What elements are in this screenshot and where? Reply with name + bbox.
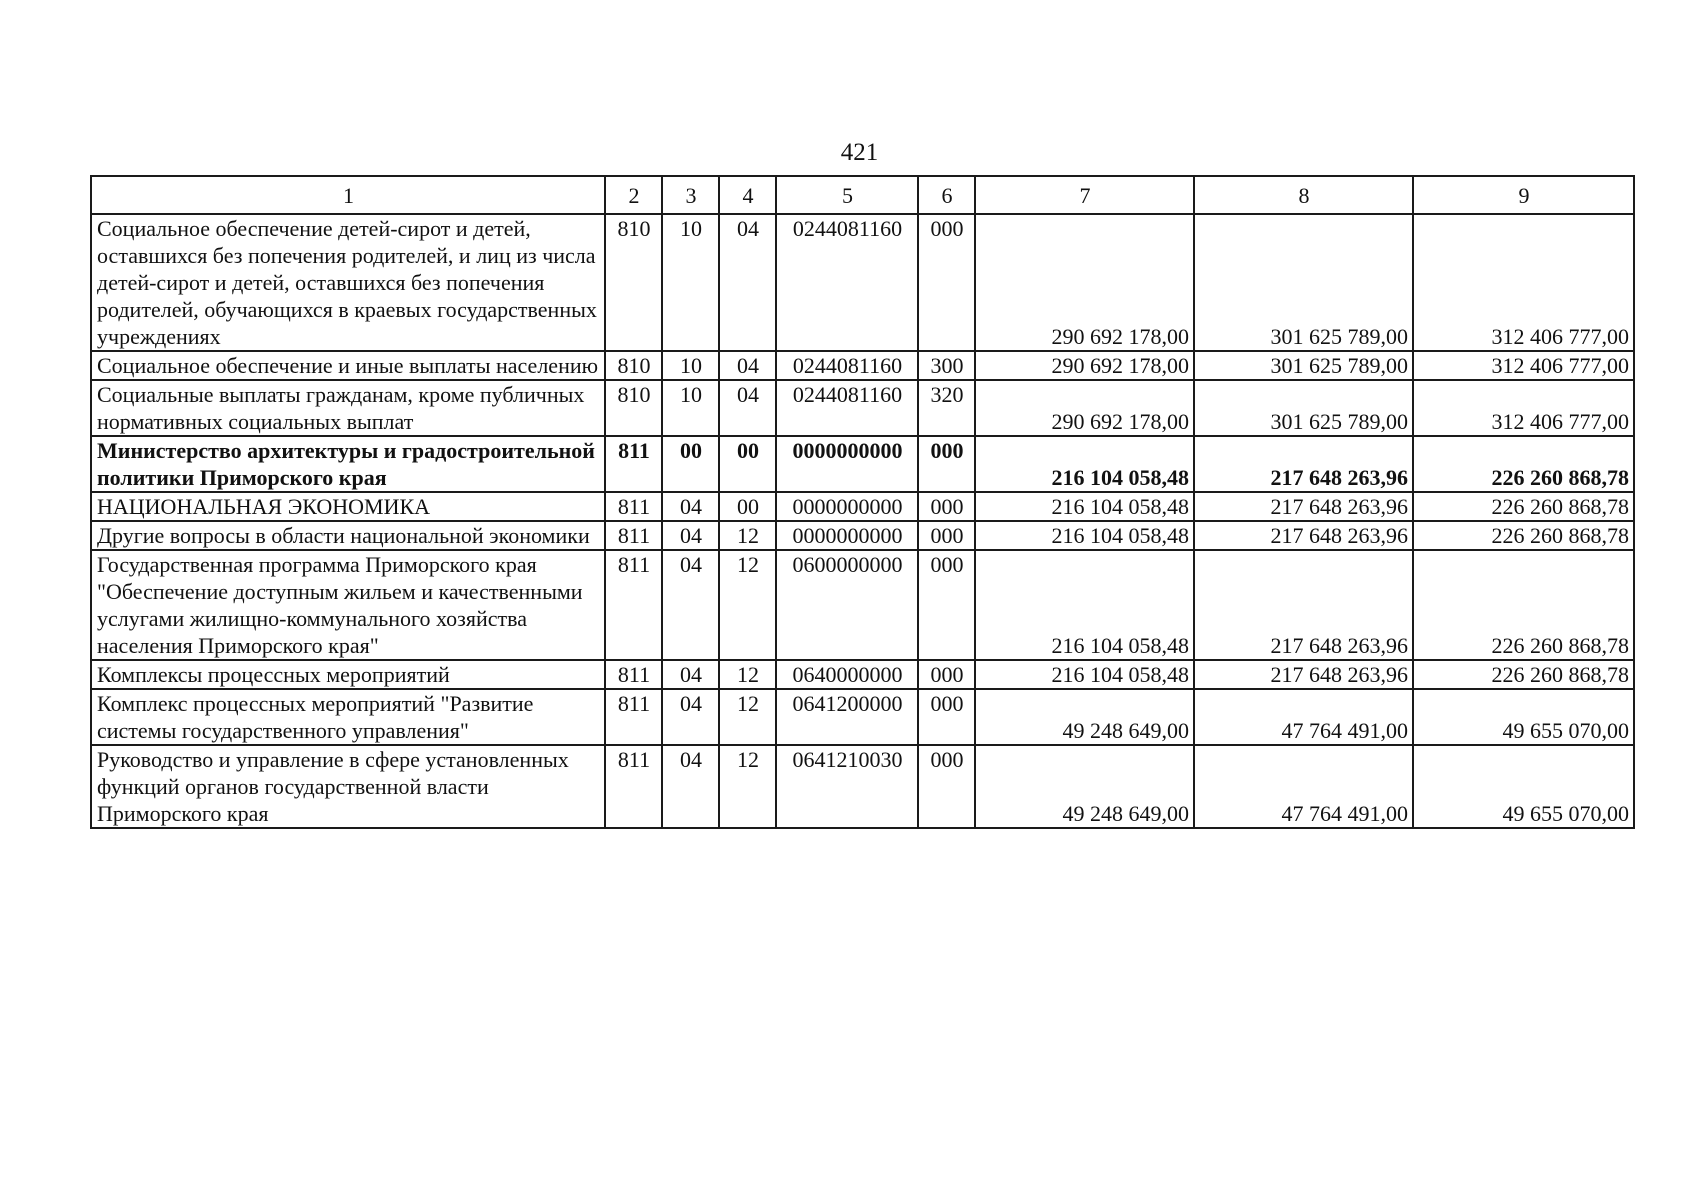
section-cell: 04 <box>662 550 719 660</box>
code-cell: 811 <box>605 660 662 689</box>
amount-cell: 290 692 178,00 <box>975 351 1194 380</box>
section-cell: 10 <box>662 351 719 380</box>
amount-cell: 312 406 777,00 <box>1413 214 1634 351</box>
target-article-cell: 0000000000 <box>776 492 918 521</box>
table-row <box>91 492 1634 521</box>
target-article-cell: 0600000000 <box>776 550 918 660</box>
target-article-cell: 0000000000 <box>776 521 918 550</box>
section-cell: 04 <box>662 521 719 550</box>
amount-cell: 301 625 789,00 <box>1194 351 1413 380</box>
section-cell: 00 <box>662 436 719 492</box>
amount-cell: 226 260 868,78 <box>1413 492 1634 521</box>
section-cell: 04 <box>662 492 719 521</box>
row-name-cell: Социальные выплаты гражданам, кроме публичных нормативных социальных выплат <box>91 380 605 436</box>
section-cell: 10 <box>662 214 719 351</box>
expense-type-cell: 000 <box>918 550 975 660</box>
amount-cell: 216 104 058,48 <box>975 492 1194 521</box>
table-row <box>91 214 1634 351</box>
amount-cell: 49 248 649,00 <box>975 689 1194 745</box>
expense-type-cell: 300 <box>918 351 975 380</box>
row-name-cell: Социальное обеспечение и иные выплаты населению <box>91 351 605 380</box>
budget-table <box>90 175 1635 829</box>
amount-cell: 49 248 649,00 <box>975 745 1194 828</box>
expense-type-cell: 320 <box>918 380 975 436</box>
amount-cell: 226 260 868,78 <box>1413 660 1634 689</box>
subsection-cell: 12 <box>719 689 776 745</box>
amount-cell: 226 260 868,78 <box>1413 436 1634 492</box>
column-header: 2 <box>605 176 662 214</box>
row-name-cell: НАЦИОНАЛЬНАЯ ЭКОНОМИКА <box>91 492 605 521</box>
code-cell: 810 <box>605 214 662 351</box>
code-cell: 811 <box>605 521 662 550</box>
table-header-row <box>91 176 1634 214</box>
amount-cell: 290 692 178,00 <box>975 214 1194 351</box>
subsection-cell: 00 <box>719 436 776 492</box>
section-cell: 10 <box>662 380 719 436</box>
subsection-cell: 12 <box>719 521 776 550</box>
section-cell: 04 <box>662 689 719 745</box>
table-row <box>91 521 1634 550</box>
row-name-cell: Комплекс процессных мероприятий "Развитие системы государственного управления" <box>91 689 605 745</box>
amount-cell: 290 692 178,00 <box>975 380 1194 436</box>
expense-type-cell: 000 <box>918 521 975 550</box>
target-article-cell: 0641210030 <box>776 745 918 828</box>
target-article-cell: 0641200000 <box>776 689 918 745</box>
table-body <box>91 214 1634 828</box>
amount-cell: 226 260 868,78 <box>1413 550 1634 660</box>
amount-cell: 217 648 263,96 <box>1194 521 1413 550</box>
table-row <box>91 436 1634 492</box>
section-cell: 04 <box>662 745 719 828</box>
row-name-cell: Другие вопросы в области национальной экономики <box>91 521 605 550</box>
amount-cell: 47 764 491,00 <box>1194 689 1413 745</box>
amount-cell: 301 625 789,00 <box>1194 380 1413 436</box>
column-header: 5 <box>776 176 918 214</box>
amount-cell: 217 648 263,96 <box>1194 660 1413 689</box>
column-header: 3 <box>662 176 719 214</box>
code-cell: 810 <box>605 351 662 380</box>
amount-cell: 217 648 263,96 <box>1194 436 1413 492</box>
code-cell: 811 <box>605 492 662 521</box>
subsection-cell: 04 <box>719 380 776 436</box>
amount-cell: 217 648 263,96 <box>1194 550 1413 660</box>
amount-cell: 47 764 491,00 <box>1194 745 1413 828</box>
row-name-cell: Комплексы процессных мероприятий <box>91 660 605 689</box>
column-header: 8 <box>1194 176 1413 214</box>
row-name-cell: Министерство архитектуры и градостроительной политики Приморского края <box>91 436 605 492</box>
amount-cell: 301 625 789,00 <box>1194 214 1413 351</box>
subsection-cell: 12 <box>719 550 776 660</box>
subsection-cell: 00 <box>719 492 776 521</box>
expense-type-cell: 000 <box>918 214 975 351</box>
subsection-cell: 04 <box>719 214 776 351</box>
row-name-cell: Государственная программа Приморского края "Обеспечение доступным жильем и качественными услугами жилищно-коммунального хозяйства населения Приморского края" <box>91 550 605 660</box>
amount-cell: 49 655 070,00 <box>1413 745 1634 828</box>
expense-type-cell: 000 <box>918 436 975 492</box>
table-row <box>91 550 1634 660</box>
amount-cell: 216 104 058,48 <box>975 436 1194 492</box>
column-header: 1 <box>91 176 605 214</box>
table-row <box>91 660 1634 689</box>
code-cell: 811 <box>605 436 662 492</box>
code-cell: 811 <box>605 745 662 828</box>
expense-type-cell: 000 <box>918 689 975 745</box>
code-cell: 811 <box>605 689 662 745</box>
column-header: 7 <box>975 176 1194 214</box>
expense-type-cell: 000 <box>918 745 975 828</box>
column-header: 6 <box>918 176 975 214</box>
target-article-cell: 0640000000 <box>776 660 918 689</box>
amount-cell: 312 406 777,00 <box>1413 380 1634 436</box>
expense-type-cell: 000 <box>918 492 975 521</box>
code-cell: 811 <box>605 550 662 660</box>
subsection-cell: 12 <box>719 660 776 689</box>
column-header: 4 <box>719 176 776 214</box>
table-row <box>91 380 1634 436</box>
target-article-cell: 0244081160 <box>776 380 918 436</box>
amount-cell: 217 648 263,96 <box>1194 492 1413 521</box>
subsection-cell: 12 <box>719 745 776 828</box>
amount-cell: 216 104 058,48 <box>975 660 1194 689</box>
amount-cell: 49 655 070,00 <box>1413 689 1634 745</box>
column-header: 9 <box>1413 176 1634 214</box>
row-name-cell: Социальное обеспечение детей-сирот и детей, оставшихся без попечения родителей, и лиц из числа детей-сирот и детей, оставшихся без попечения родителей, обучающихся в краевых государственных учреждениях <box>91 214 605 351</box>
subsection-cell: 04 <box>719 351 776 380</box>
row-name-cell: Руководство и управление в сфере установленных функций органов государственной власти Приморского края <box>91 745 605 828</box>
amount-cell: 312 406 777,00 <box>1413 351 1634 380</box>
target-article-cell: 0244081160 <box>776 351 918 380</box>
code-cell: 810 <box>605 380 662 436</box>
section-cell: 04 <box>662 660 719 689</box>
table-row <box>91 745 1634 828</box>
table-row <box>91 351 1634 380</box>
amount-cell: 226 260 868,78 <box>1413 521 1634 550</box>
target-article-cell: 0000000000 <box>776 436 918 492</box>
table-row <box>91 689 1634 745</box>
page-number: 421 <box>840 139 879 166</box>
amount-cell: 216 104 058,48 <box>975 521 1194 550</box>
target-article-cell: 0244081160 <box>776 214 918 351</box>
amount-cell: 216 104 058,48 <box>975 550 1194 660</box>
expense-type-cell: 000 <box>918 660 975 689</box>
